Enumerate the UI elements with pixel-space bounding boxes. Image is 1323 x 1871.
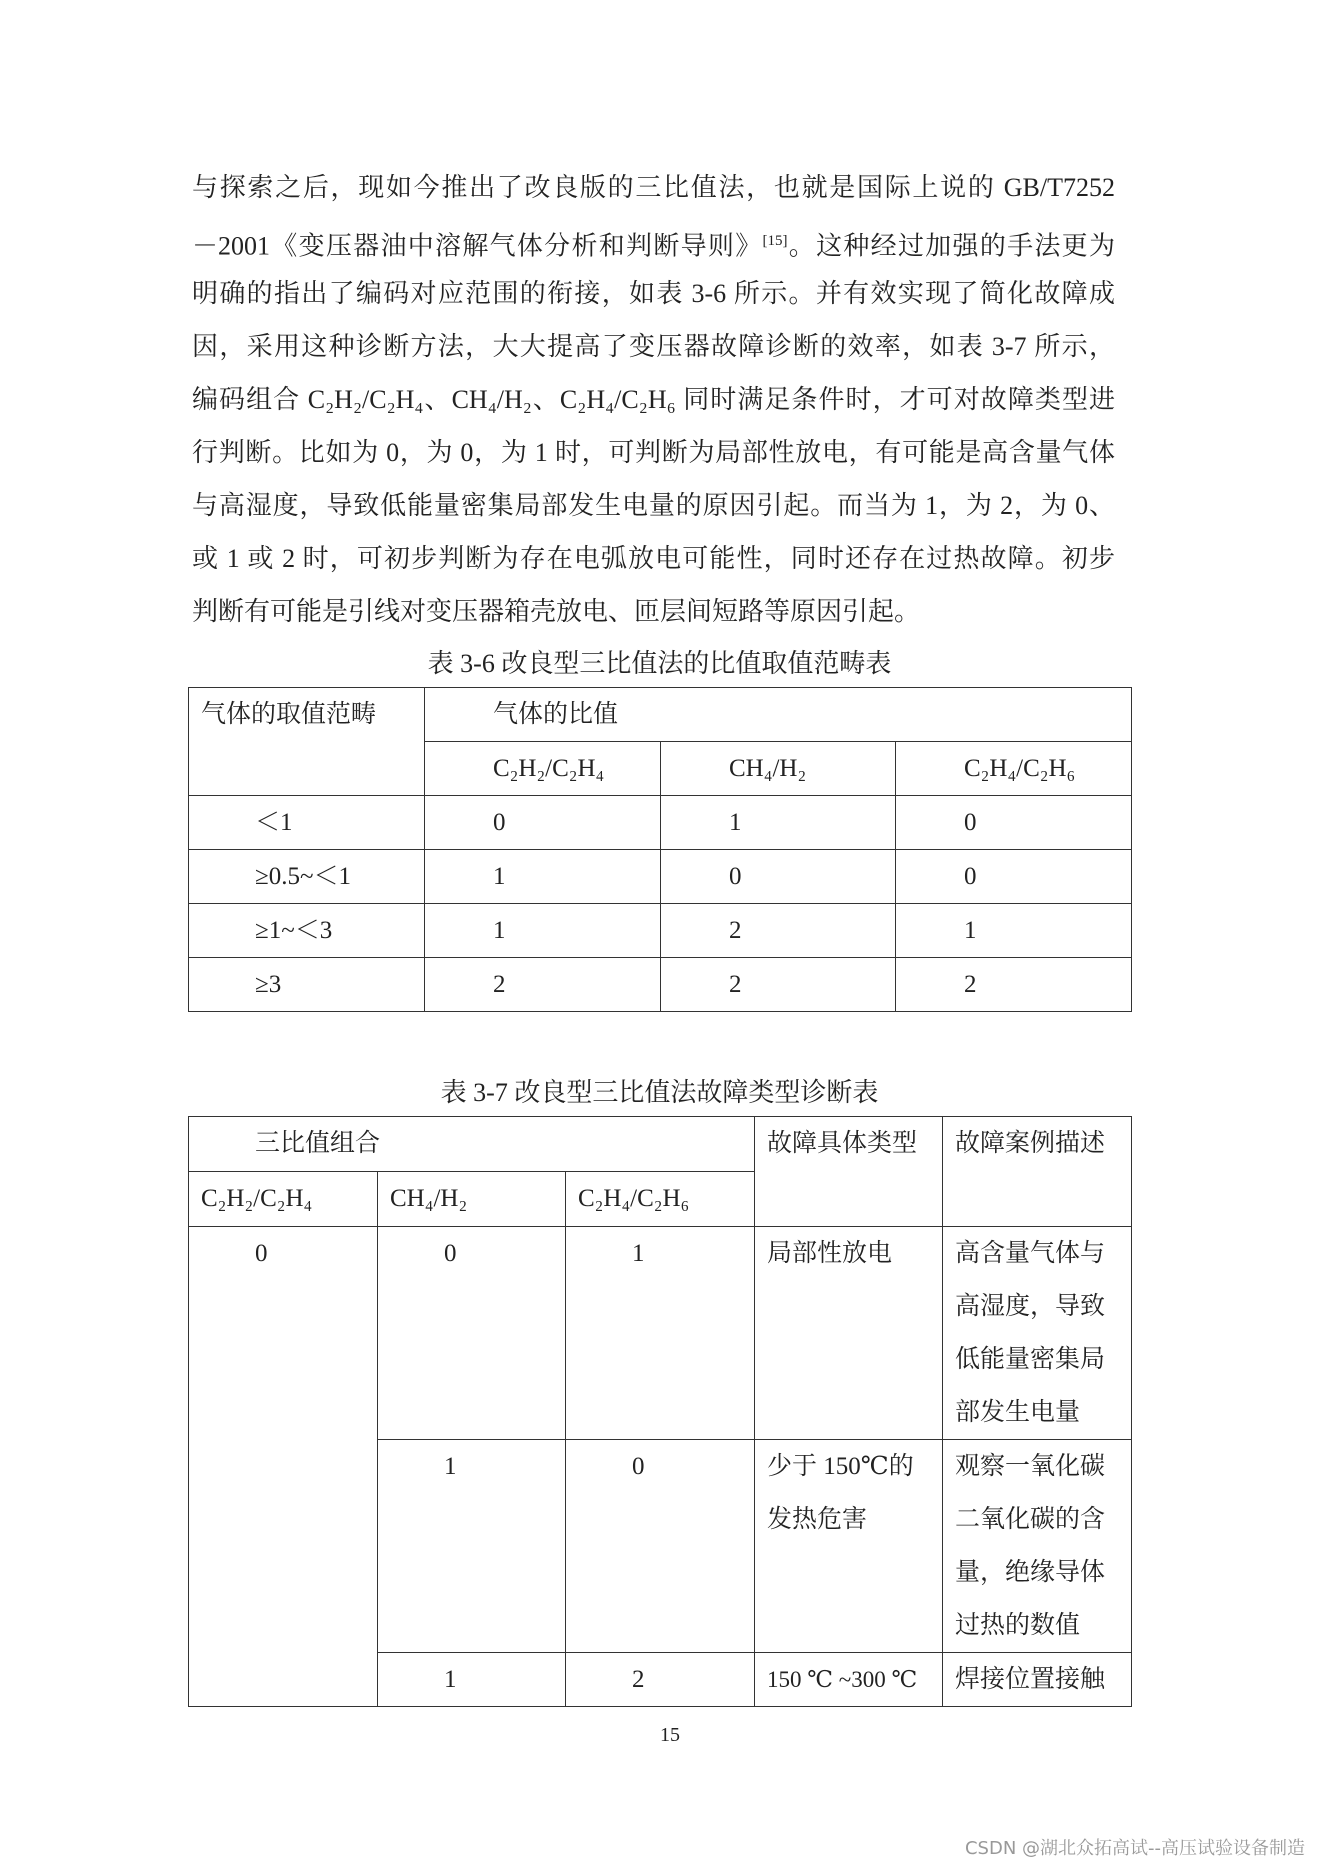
cell: 0 [189,1227,378,1707]
header-combo: 三比值组合 [189,1117,755,1172]
cell: 2 [566,1653,755,1707]
table-row [189,1227,1132,1440]
cell: 2 [425,958,661,1012]
table-3-6 [188,687,1132,1012]
table-row [189,904,1132,958]
cell: 1 [378,1653,566,1707]
cell: 观察一氧化碳二氧化碳的含量，绝缘导体过热的数值 [943,1440,1132,1653]
text-segment: －2001《变压器油中溶解气体分析和判断导则》 [192,231,763,261]
body-paragraph [192,168,1115,645]
header-ratio: 气体的比值 [425,688,1132,742]
column-header: C₂H₂/C₂H₄ [425,742,661,796]
cell: ＜1 [189,796,425,850]
page-number: 15 [660,1724,680,1746]
column-header: C₂H₄/C₂H₆ [566,1172,755,1227]
cell: 0 [896,796,1132,850]
text-line: 因，采用这种诊断方法，大大提高了变压器故障诊断的效率，如表 3-7 所示， [192,332,1115,361]
cell: 1 [378,1440,566,1653]
cell: 2 [896,958,1132,1012]
text-line: 与高湿度，导致低能量密集局部发生电量的原因引起。而当为 1，为 2，为 0、 [192,491,1115,520]
cell: 0 [566,1440,755,1653]
cell: 少于 150℃的发热危害 [755,1440,943,1653]
cell: 1 [425,850,661,904]
cell: 高含量气体与高湿度，导致低能量密集局部发生电量 [943,1227,1132,1440]
column-header: CH₄/H₂ [378,1172,566,1227]
table-3-7-caption: 表 3-7 改良型三比值法故障类型诊断表 [440,1078,879,1107]
table-3-7 [188,1116,1132,1707]
cell: 2 [661,904,896,958]
table-row [189,958,1132,1012]
column-header: C₂H₄/C₂H₆ [896,742,1132,796]
cell: 1 [566,1227,755,1440]
table-row [189,796,1132,850]
cell: 1 [896,904,1132,958]
text-line: 与探索之后，现如今推出了改良版的三比值法，也就是国际上说的 GB/T7252 [192,173,1115,202]
header-case: 故障案例描述 [943,1117,1132,1227]
cell: 焊接位置接触 [943,1653,1132,1707]
text-line: 编码组合 C₂H₂/C₂H₄、CH₄/H₂、C₂H₄/C₂H₆ 同时满足条件时，才可对故障类型进 [192,385,1115,414]
watermark: CSDN @湖北众拓高试--高压试验设备制造 [964,1838,1305,1859]
text-line: 或 1 或 2 时，可初步判断为存在电弧放电可能性，同时还存在过热故障。初步 [192,544,1115,573]
header-range: 气体的取值范畴 [189,688,425,796]
text-line: 判断有可能是引线对变压器箱壳放电、匝层间短路等原因引起。 [192,597,921,626]
text-line: 行判断。比如为 0，为 0，为 1 时，可判断为局部性放电，有可能是高含量气体 [192,438,1115,467]
cell: 150 ℃ ~300 ℃ [755,1653,943,1707]
cell: 0 [896,850,1132,904]
text-segment: 。这种经过加强的手法更为 [787,231,1115,261]
cell: 局部性放电 [755,1227,943,1440]
column-header: CH₄/H₂ [661,742,896,796]
cell: ≥1~＜3 [189,904,425,958]
citation: [15] [762,233,788,249]
cell: 1 [425,904,661,958]
table-3-6-caption: 表 3-6 改良型三比值法的比值取值范畴表 [427,649,892,678]
table-row [189,850,1132,904]
cell: 0 [425,796,661,850]
cell: ≥3 [189,958,425,1012]
cell: 2 [661,958,896,1012]
cell: 0 [661,850,896,904]
cell: ≥0.5~＜1 [189,850,425,904]
column-header: C₂H₂/C₂H₄ [189,1172,378,1227]
header-type: 故障具体类型 [755,1117,943,1227]
text-line: 明确的指出了编码对应范围的衔接，如表 3-6 所示。并有效实现了简化故障成 [192,279,1115,308]
cell: 1 [661,796,896,850]
cell: 0 [378,1227,566,1440]
text-line [192,221,1115,274]
